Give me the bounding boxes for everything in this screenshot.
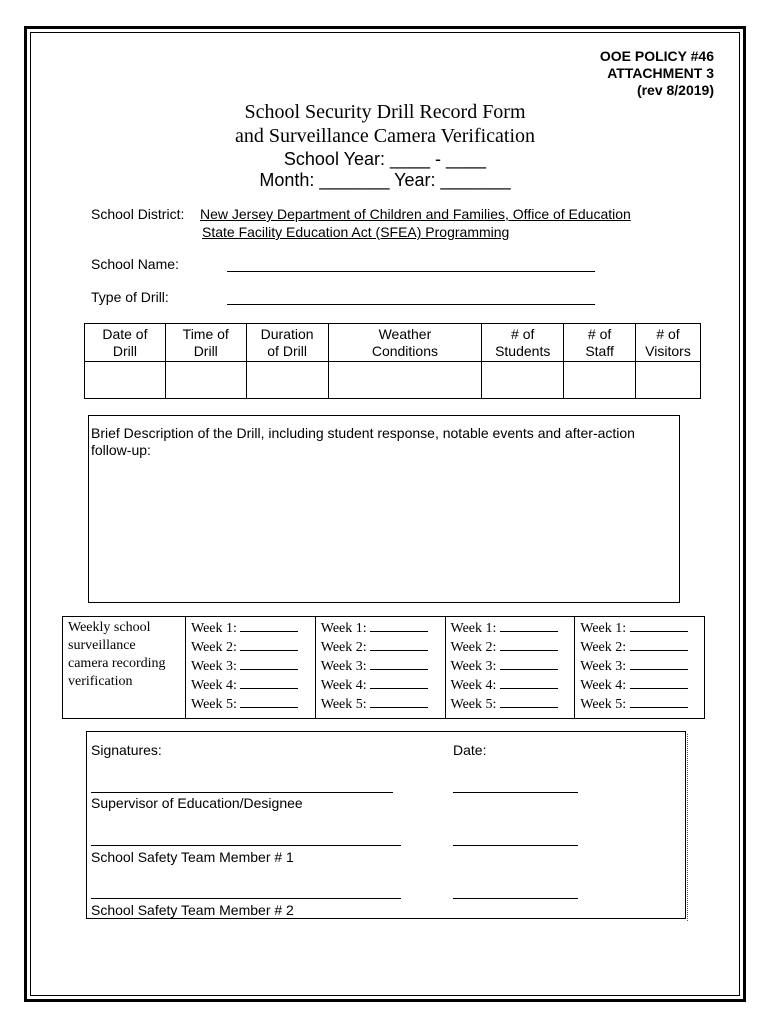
table-row (85, 362, 701, 399)
date-line-supervisor[interactable] (453, 792, 578, 793)
week-entry[interactable]: Week 2: (451, 638, 570, 657)
description-box[interactable] (88, 415, 680, 603)
school-name-input[interactable] (227, 271, 595, 272)
signature-line-supervisor[interactable] (91, 792, 393, 793)
week-entry[interactable]: Week 5: (321, 695, 440, 714)
week-entry[interactable]: Week 2: (580, 638, 699, 657)
week-entry[interactable]: Week 1: (321, 619, 440, 638)
weekly-column-1 (186, 617, 316, 719)
weekly-label-line: camera recording (68, 656, 166, 671)
school-year-field[interactable]: School Year: ____ - ____ (283, 149, 487, 169)
description-label: Brief Description of the Drill, including student response, notable events and after-action follow-up: (91, 425, 635, 458)
drill-type-input[interactable] (227, 304, 595, 305)
week-entry[interactable]: Week 4: (451, 676, 570, 695)
school-name-label: School Name: (91, 256, 179, 272)
week-entry[interactable]: Week 1: (580, 619, 699, 638)
drill-type-label: Type of Drill: (91, 289, 169, 305)
weekly-column-4 (575, 617, 705, 719)
week-entry[interactable]: Week 3: (321, 657, 440, 676)
weekly-column-3 (445, 617, 575, 719)
week-entry[interactable]: Week 2: (321, 638, 440, 657)
week-entry[interactable]: Week 3: (580, 657, 699, 676)
policy-number: OOE POLICY #46 (599, 48, 714, 64)
week-entry[interactable]: Week 3: (451, 657, 570, 676)
drill-record-table (84, 323, 701, 399)
signatures-box (86, 731, 686, 919)
date-cell[interactable] (85, 362, 166, 399)
signatures-header: Signatures: (91, 742, 162, 758)
weekly-verification-table (62, 616, 705, 719)
weekly-label-line: Weekly school (68, 620, 151, 635)
district-label: School District: (91, 206, 185, 222)
week-entry[interactable]: Week 1: (451, 619, 570, 638)
week-entry[interactable]: Week 5: (451, 695, 570, 714)
week-entry[interactable]: Week 5: (580, 695, 699, 714)
duration-cell[interactable] (246, 362, 328, 399)
staff-cell[interactable] (564, 362, 636, 399)
week-entry[interactable]: Week 1: (191, 619, 310, 638)
week-entry[interactable]: Week 4: (580, 676, 699, 695)
date-line-member-1[interactable] (453, 845, 578, 846)
header-date-of-drill: Date of Drill (85, 324, 166, 362)
weather-cell[interactable] (328, 362, 482, 399)
month-year-field[interactable]: Month: _______ Year: _______ (259, 170, 511, 190)
form-title-line1: School Security Drill Record Form (244, 101, 526, 123)
header-time-of-drill: Time of Drill (165, 324, 246, 362)
box-shadow-line (686, 734, 688, 921)
role-supervisor: Supervisor of Education/Designee (91, 795, 303, 811)
students-cell[interactable] (482, 362, 564, 399)
header-students: # of Students (482, 324, 564, 362)
signature-line-member-1[interactable] (91, 845, 401, 846)
weekly-label-cell (63, 617, 186, 719)
header-staff: # of Staff (564, 324, 636, 362)
weekly-label-line: verification (68, 674, 133, 689)
week-entry[interactable]: Week 2: (191, 638, 310, 657)
visitors-cell[interactable] (636, 362, 701, 399)
role-member-2: School Safety Team Member # 2 (91, 902, 294, 918)
revision-date: (rev 8/2019) (636, 82, 714, 98)
header-duration: Duration of Drill (246, 324, 328, 362)
form-title-line2: and Surveillance Camera Verification (234, 125, 536, 147)
signature-line-member-2[interactable] (91, 898, 401, 899)
district-value-line2: State Facility Education Act (SFEA) Programming (202, 224, 510, 240)
table-header-row (85, 324, 701, 362)
week-entry[interactable]: Week 4: (321, 676, 440, 695)
week-entry[interactable]: Week 5: (191, 695, 310, 714)
week-entry[interactable]: Week 4: (191, 676, 310, 695)
date-line-member-2[interactable] (453, 898, 578, 899)
weekly-label-line: surveillance (68, 638, 136, 653)
time-cell[interactable] (165, 362, 246, 399)
weekly-column-2 (315, 617, 445, 719)
policy-header (600, 48, 714, 99)
attachment-number: ATTACHMENT 3 (607, 65, 714, 81)
date-header: Date: (453, 742, 487, 758)
header-weather: Weather Conditions (328, 324, 482, 362)
role-member-1: School Safety Team Member # 1 (91, 849, 294, 865)
week-entry[interactable]: Week 3: (191, 657, 310, 676)
district-value-line1: New Jersey Department of Children and Families, Office of Education (200, 206, 631, 222)
header-visitors: # of Visitors (636, 324, 701, 362)
